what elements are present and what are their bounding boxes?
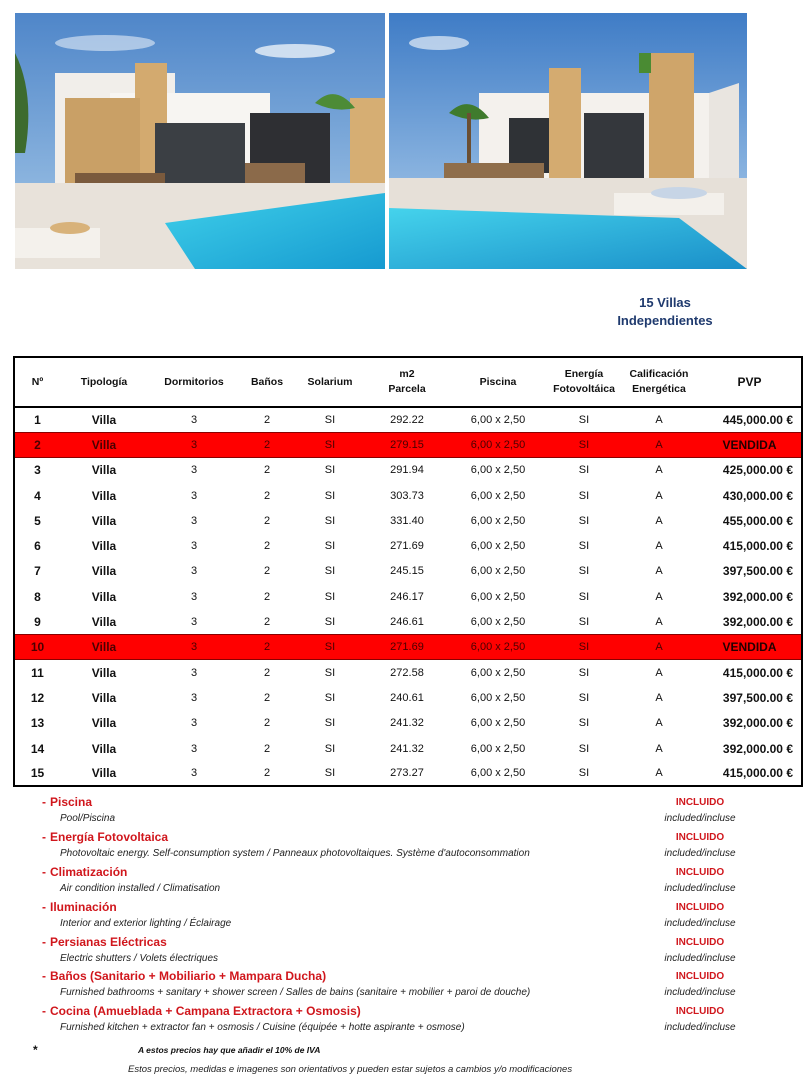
cell-m2: 245.15 [390, 565, 424, 578]
cell-tipologia: Villa [60, 635, 148, 660]
cell-calificacion: A [655, 767, 663, 780]
feature-status-sub: included/incluse [664, 883, 736, 894]
heading-line-2: Independientes [617, 313, 713, 328]
disclaimer-note: Estos precios, medidas e imagenes son orientativos y pueden estar sujetos a cambios y/o modificaciones [128, 1064, 573, 1075]
cell-num: 11 [31, 665, 44, 680]
cell-solarium: SI [324, 615, 336, 628]
cell-num: 14 [30, 741, 45, 756]
cell-banos: 2 [263, 590, 271, 603]
feature-status-sub: included/incluse [664, 953, 736, 964]
table-row [14, 508, 802, 533]
cell-banos: 2 [240, 635, 294, 660]
cell-num: 13 [30, 716, 45, 731]
header-tipologia: Tipología [60, 357, 148, 407]
cell-tipologia: Villa [91, 513, 117, 528]
cell-pvp: 415,000.00 € [722, 665, 793, 680]
cell-calificacion: A [655, 590, 663, 603]
cell-pvp: VENDIDA [698, 432, 802, 457]
cell-m2: 240.61 [390, 691, 424, 704]
table-row [14, 584, 802, 609]
header-calif-line1: Calificación [629, 368, 689, 380]
cell-tipologia: Villa [91, 614, 117, 629]
cell-banos: 2 [263, 413, 271, 426]
cell-banos: 2 [263, 666, 271, 679]
feature-status: INCLUIDO [675, 1006, 725, 1017]
cell-m2: 291.94 [390, 464, 424, 477]
cell-banos: 2 [263, 540, 271, 553]
cell-pvp: 445,000.00 € [722, 412, 793, 427]
cell-pvp: 397,500.00 € [722, 564, 793, 579]
cell-solarium: SI [324, 565, 336, 578]
cell-m2: 272.58 [390, 666, 424, 679]
cell-energia: SI [578, 464, 590, 477]
cell-m2: 246.61 [390, 615, 424, 628]
table-row [14, 407, 802, 432]
cell-dormitorios: 3 [190, 691, 198, 704]
table-row-sold [14, 635, 802, 660]
cell-piscina: 6,00 x 2,50 [470, 590, 526, 603]
cell-energia: SI [578, 615, 590, 628]
cell-dormitorios: 3 [148, 432, 240, 457]
table-row [14, 483, 802, 508]
cell-energia: SI [578, 691, 590, 704]
cell-m2: 331.40 [390, 514, 424, 527]
cell-pvp: 392,000.00 € [722, 614, 793, 629]
cell-banos: 2 [263, 691, 271, 704]
header-solarium: Solarium [294, 357, 366, 407]
cell-pvp: 430,000.00 € [722, 488, 793, 503]
cell-m2: 271.69 [390, 540, 424, 553]
cell-piscina: 6,00 x 2,50 [470, 514, 526, 527]
cell-banos: 2 [263, 489, 271, 502]
note-asterisk: * [33, 1043, 38, 1057]
header-banos: Baños [240, 357, 294, 407]
cell-tipologia: Villa [91, 665, 117, 680]
cell-energia: SI [578, 514, 590, 527]
cell-solarium: SI [324, 767, 336, 780]
cell-pvp: 392,000.00 € [722, 741, 793, 756]
table-header-row [14, 357, 802, 407]
cell-piscina: 6,00 x 2,50 [448, 635, 548, 660]
cell-calificacion: A [655, 540, 663, 553]
table-row [14, 711, 802, 736]
cell-tipologia: Villa [91, 716, 117, 731]
cell-calificacion: A [655, 666, 663, 679]
table-row-sold [14, 432, 802, 457]
cell-m2: 246.17 [390, 590, 424, 603]
cell-solarium: SI [294, 432, 366, 457]
bullet-dash: - [42, 1004, 46, 1018]
cell-solarium: SI [324, 590, 336, 603]
bullet-dash: - [42, 935, 46, 949]
cell-piscina: 6,00 x 2,50 [470, 615, 526, 628]
cell-m2: 241.32 [390, 717, 424, 730]
cell-energia: SI [578, 742, 590, 755]
bullet-dash: - [42, 865, 46, 879]
cell-energia: SI [578, 590, 590, 603]
table-row [14, 533, 802, 558]
cell-energia: SI [578, 565, 590, 578]
header-energia [548, 357, 620, 407]
cell-m2: 241.32 [390, 742, 424, 755]
cell-piscina: 6,00 x 2,50 [470, 742, 526, 755]
cell-tipologia: Villa [91, 690, 117, 705]
header-dormitorios: Dormitorios [148, 357, 240, 407]
cell-calificacion: A [655, 514, 663, 527]
cell-piscina: 6,00 x 2,50 [470, 767, 526, 780]
cell-banos: 2 [263, 742, 271, 755]
cell-tipologia: Villa [91, 741, 117, 756]
villa-photo-left [15, 13, 385, 269]
cell-pvp: VENDIDA [698, 635, 802, 660]
table-row [14, 559, 802, 584]
header-calificacion [620, 357, 698, 407]
header-piscina: Piscina [448, 357, 548, 407]
feature-status: INCLUIDO [675, 832, 725, 843]
cell-dormitorios: 3 [190, 514, 198, 527]
bullet-dash: - [42, 900, 46, 914]
feature-status: INCLUIDO [675, 797, 725, 808]
feature-description: Interior and exterior lighting / Éclairage [60, 918, 232, 929]
cell-calificacion: A [655, 691, 663, 704]
cell-energia: SI [548, 432, 620, 457]
cell-energia: SI [578, 489, 590, 502]
cell-solarium: SI [324, 489, 336, 502]
cell-piscina: 6,00 x 2,50 [470, 691, 526, 704]
cell-dormitorios: 3 [190, 717, 198, 730]
cell-solarium: SI [324, 540, 336, 553]
cell-energia: SI [578, 717, 590, 730]
feature-description: Electric shutters / Volets électriques [60, 953, 219, 964]
cell-calificacion: A [620, 635, 698, 660]
cell-calificacion: A [655, 464, 663, 477]
feature-item [42, 865, 750, 899]
development-heading [560, 294, 770, 330]
cell-banos: 2 [263, 565, 271, 578]
cell-solarium: SI [294, 635, 366, 660]
cell-tipologia: Villa [91, 539, 117, 554]
header-pvp: PVP [698, 357, 802, 407]
feature-status-sub: included/incluse [664, 918, 736, 929]
cell-energia: SI [578, 767, 590, 780]
cell-calificacion: A [655, 742, 663, 755]
cell-banos: 2 [263, 717, 271, 730]
cell-solarium: SI [324, 742, 336, 755]
cell-calificacion: A [655, 413, 663, 426]
feature-status-sub: included/incluse [664, 987, 736, 998]
iva-note: A estos precios hay que añadir el 10% de IVA [138, 1045, 321, 1055]
cell-tipologia: Villa [60, 432, 148, 457]
cell-dormitorios: 3 [190, 742, 198, 755]
cell-piscina: 6,00 x 2,50 [470, 565, 526, 578]
cell-num: 8 [34, 589, 41, 604]
feature-item [42, 900, 750, 934]
villa-photo-right [389, 13, 747, 269]
feature-status: INCLUIDO [675, 937, 725, 948]
cell-tipologia: Villa [91, 564, 117, 579]
cell-dormitorios: 3 [148, 635, 240, 660]
cell-piscina: 6,00 x 2,50 [470, 464, 526, 477]
cell-banos: 2 [263, 615, 271, 628]
cell-pvp: 415,000.00 € [722, 766, 793, 781]
feature-description: Furnished bathrooms + sanitary + shower screen / Salles de bains (sanitaire + mobilier + paroi de douche) [60, 987, 531, 998]
feature-description: Pool/Piscina [60, 813, 116, 824]
feature-item [42, 969, 750, 1003]
header-m2-line2: Parcela [388, 383, 426, 395]
cell-dormitorios: 3 [190, 464, 198, 477]
cell-pvp: 425,000.00 € [722, 463, 793, 478]
cell-num: 6 [34, 539, 41, 554]
cell-tipologia: Villa [91, 412, 117, 427]
cell-energia: SI [548, 635, 620, 660]
cell-m2: 303.73 [390, 489, 424, 502]
cell-tipologia: Villa [91, 463, 117, 478]
feature-status: INCLUIDO [675, 902, 725, 913]
feature-name: Persianas Eléctricas [50, 935, 167, 949]
cell-dormitorios: 3 [190, 615, 198, 628]
feature-name: Piscina [50, 795, 93, 809]
cell-m2: 271.69 [366, 635, 448, 660]
feature-name: Climatización [50, 865, 128, 879]
cell-dormitorios: 3 [190, 413, 198, 426]
cell-piscina: 6,00 x 2,50 [470, 489, 526, 502]
cell-m2: 279.15 [366, 432, 448, 457]
cell-dormitorios: 3 [190, 565, 198, 578]
cell-num: 12 [30, 690, 45, 705]
feature-item [42, 795, 750, 829]
villa-price-table [13, 356, 803, 787]
cell-energia: SI [578, 540, 590, 553]
cell-calificacion: A [655, 717, 663, 730]
cell-pvp: 455,000.00 € [722, 513, 793, 528]
cell-pvp: 392,000.00 € [722, 589, 793, 604]
header-m2-line1: m2 [399, 368, 415, 380]
header-m2-parcela [366, 357, 448, 407]
table-body [14, 407, 802, 786]
cell-solarium: SI [324, 413, 336, 426]
cell-energia: SI [578, 666, 590, 679]
feature-status-sub: included/incluse [664, 813, 736, 824]
feature-status: INCLUIDO [675, 971, 725, 982]
cell-solarium: SI [324, 691, 336, 704]
table-row [14, 685, 802, 710]
cell-dormitorios: 3 [190, 590, 198, 603]
cell-dormitorios: 3 [190, 540, 198, 553]
header-num: Nº [14, 357, 60, 407]
cell-num: 10 [14, 635, 60, 660]
feature-description: Air condition installed / Climatisation [60, 883, 221, 894]
cell-calificacion: A [655, 565, 663, 578]
cell-num: 4 [34, 488, 41, 503]
feature-item [42, 1004, 750, 1038]
cell-piscina: 6,00 x 2,50 [448, 432, 548, 457]
cell-calificacion: A [620, 432, 698, 457]
cell-num: 9 [34, 614, 41, 629]
cell-piscina: 6,00 x 2,50 [470, 413, 526, 426]
header-energia-line2: Fotovoltáica [553, 383, 615, 395]
feature-description: Furnished kitchen + extractor fan + osmosis / Cuisine (équipée + hotte aspirante + osmose) [60, 1022, 465, 1033]
table-row [14, 761, 802, 786]
cell-dormitorios: 3 [190, 489, 198, 502]
cell-piscina: 6,00 x 2,50 [470, 666, 526, 679]
cell-dormitorios: 3 [190, 767, 198, 780]
cell-num: 2 [14, 432, 60, 457]
table-row [14, 660, 802, 685]
cell-calificacion: A [655, 489, 663, 502]
header-energia-line1: Energía [564, 368, 604, 380]
cell-banos: 2 [263, 514, 271, 527]
cell-solarium: SI [324, 666, 336, 679]
heading-line-1: 15 Villas [639, 295, 691, 310]
cell-num: 1 [34, 412, 41, 427]
feature-item [42, 830, 750, 864]
cell-pvp: 397,500.00 € [722, 690, 793, 705]
cell-banos: 2 [240, 432, 294, 457]
bullet-dash: - [42, 830, 46, 844]
feature-status-sub: included/incluse [664, 848, 736, 859]
feature-item [42, 935, 750, 969]
cell-m2: 292.22 [390, 413, 424, 426]
table-row [14, 458, 802, 483]
cell-calificacion: A [655, 615, 663, 628]
bullet-dash: - [42, 969, 46, 983]
cell-banos: 2 [263, 464, 271, 477]
cell-solarium: SI [324, 514, 336, 527]
cell-tipologia: Villa [91, 766, 117, 781]
feature-name: Iluminación [50, 900, 117, 914]
cell-energia: SI [578, 413, 590, 426]
cell-m2: 273.27 [390, 767, 424, 780]
cell-dormitorios: 3 [190, 666, 198, 679]
table-row [14, 609, 802, 634]
feature-name: Cocina (Amueblada + Campana Extractora + Osmosis) [50, 1004, 361, 1018]
cell-tipologia: Villa [91, 488, 117, 503]
header-calif-line2: Energética [632, 383, 686, 395]
feature-description: Photovoltaic energy. Self-consumption system / Panneaux photovoltaiques. Système d'autoconsommation [60, 848, 530, 859]
table-row [14, 736, 802, 761]
cell-tipologia: Villa [91, 589, 117, 604]
bullet-dash: - [42, 795, 46, 809]
cell-piscina: 6,00 x 2,50 [470, 717, 526, 730]
feature-name: Baños (Sanitario + Mobiliario + Mampara Ducha) [50, 969, 327, 983]
cell-piscina: 6,00 x 2,50 [470, 540, 526, 553]
feature-status-sub: included/incluse [664, 1022, 736, 1033]
cell-solarium: SI [324, 717, 336, 730]
cell-num: 3 [34, 463, 41, 478]
cell-pvp: 392,000.00 € [722, 716, 793, 731]
feature-status: INCLUIDO [675, 867, 725, 878]
feature-name: Energía Fotovoltaica [50, 830, 169, 844]
cell-num: 5 [34, 513, 41, 528]
cell-pvp: 415,000.00 € [722, 539, 793, 554]
cell-banos: 2 [263, 767, 271, 780]
cell-num: 15 [30, 766, 45, 781]
cell-solarium: SI [324, 464, 336, 477]
cell-num: 7 [34, 564, 41, 579]
